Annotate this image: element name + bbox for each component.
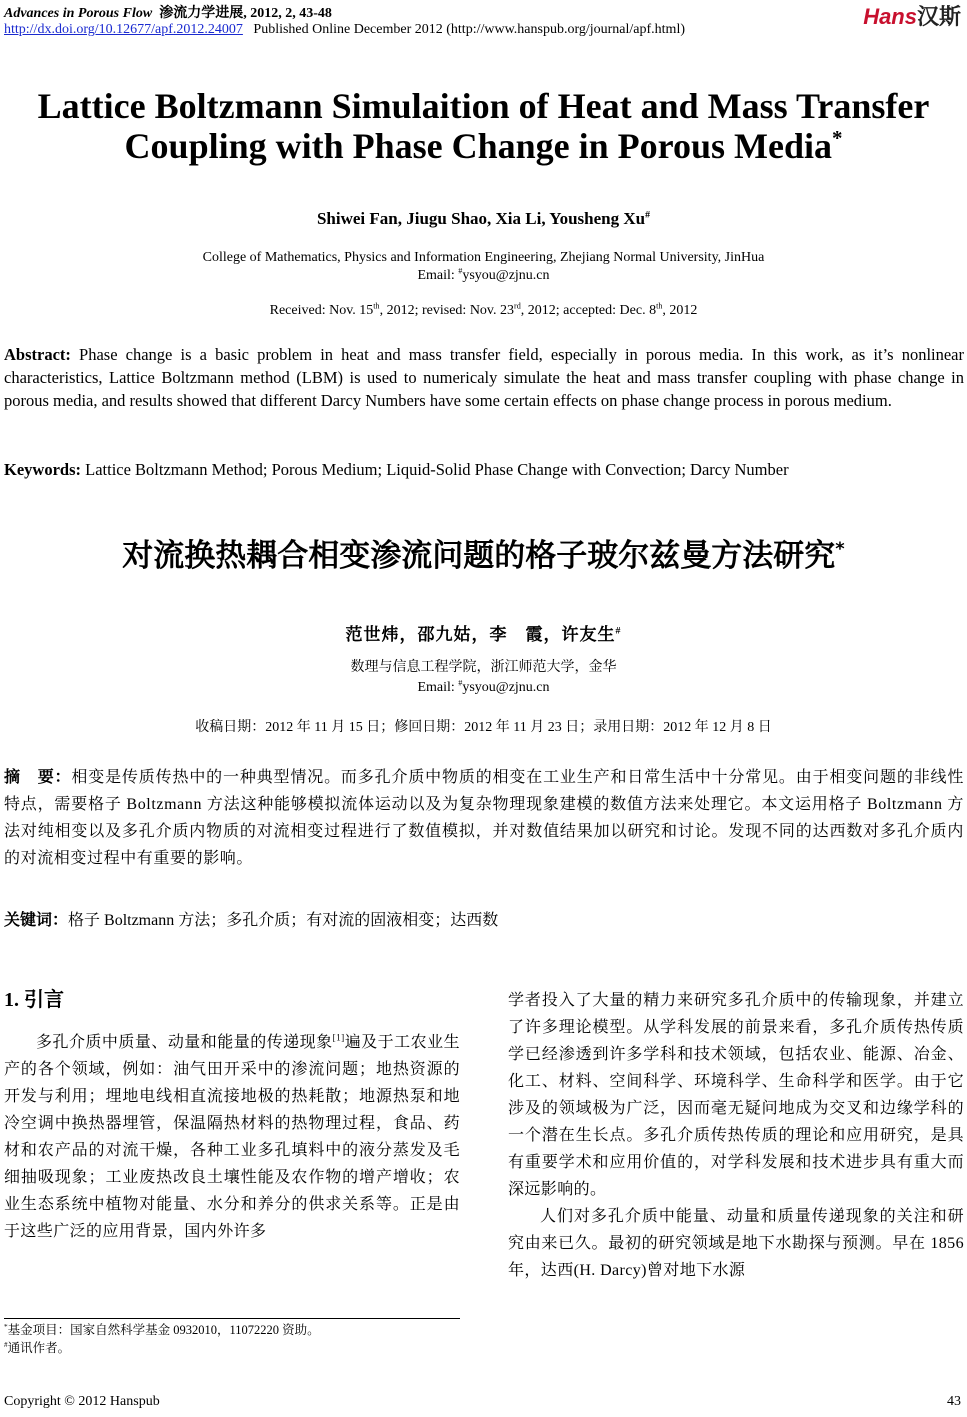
left-column: [4, 1029, 460, 1245]
received-dates-cn: 收稿日期：2012 年 11 月 15 日；修回日期：2012 年 11 月 23 日；录用日期：2012 年 12 月 8 日: [195, 720, 772, 735]
right-paragraph-2: 人们对多孔介质中能量、动量和质量传递现象的关注和研究由来已久。最初的研究领域是地下水勘探与预测。早在 1856 年，达西(H. Darcy)曾对地下水源: [508, 1208, 964, 1279]
keywords-label: Keywords:: [4, 460, 81, 479]
abstract-cn: [4, 763, 964, 872]
received-b-sup: rd: [514, 301, 521, 311]
authors-cn: [0, 620, 967, 645]
received-b: , 2012; revised: Nov. 23: [379, 303, 515, 318]
authors-en-text: Shiwei Fan, Jiugu Shao, Xia Li, Yousheng Xu: [316, 209, 646, 228]
authors-en: [0, 209, 967, 229]
logo-text-en: Hans: [863, 4, 917, 29]
left-paragraph: [4, 1029, 460, 1245]
title-en-text: Lattice Boltzmann Simulaition of Heat and Mass Transfer Coupling with Phase Change in Porous Media: [37, 86, 930, 166]
email-cn-label: Email:: [417, 680, 459, 695]
footnote-corresponding-text: 通讯作者。: [7, 1341, 71, 1355]
footnote-corresponding-mark: #: [4, 1340, 8, 1349]
authors-en-mark: #: [645, 209, 651, 221]
footnotes: [4, 1321, 320, 1357]
abstract-label: Abstract:: [4, 345, 71, 364]
left-para-b: 遍及于工农业生产的各个领域，例如：油气田开采中的渗流问题；地热资源的开发与利用；埋地电线相直流接地极的热耗散；地源热泵和地冷空调中换热器埋管，保温隔热材料的热物理过程，食品、药材和农产品的对流干燥，各种工业多孔填料中的液分蒸发及毛细抽吸现象；工业废热改良土壤性能及农作物的增产增收；农业生态系统中植物对能量、水分和养分的供求关系等。正是由于这些广泛的应用背景，国内外许多: [4, 1034, 460, 1240]
affiliation-cn: 数理与信息工程学院，浙江师范大学，金华: [350, 660, 617, 675]
received-c: , 2012; accepted: Dec. 8: [520, 303, 657, 318]
keywords-text: Lattice Boltzmann Method; Porous Medium; Liquid-Solid Phase Change with Convection; Darcy Number: [81, 460, 789, 479]
email-cn-address[interactable]: ysyou@zjnu.cn: [462, 680, 550, 695]
abstract-cn-label: 摘 要：: [4, 767, 72, 786]
keywords-cn: [4, 907, 498, 930]
affiliation-en-block: [0, 249, 967, 285]
email-cn-mark: #: [458, 678, 463, 688]
hans-logo: [863, 0, 961, 31]
paper-title-en: [0, 86, 967, 166]
received-a: Received: Nov. 15: [269, 303, 374, 318]
keywords-en: [4, 458, 964, 481]
citation-ref-1[interactable]: [1]: [332, 1033, 345, 1044]
affiliation-en: College of Mathematics, Physics and Information Engineering, Zhejiang Normal University, JinHua: [202, 250, 765, 265]
journal-name-en: Advances in Porous Flow: [4, 6, 153, 21]
footnote-funding-text: 基金项目：国家自然科学基金 0932010，11072220 资助。: [7, 1323, 320, 1337]
right-column: [508, 987, 964, 1284]
title-en-mark: *: [832, 126, 843, 150]
footnote-divider: [4, 1318, 460, 1319]
doi-line: [4, 22, 685, 38]
journal-header: [4, 2, 332, 22]
received-c-sup: th: [656, 301, 663, 311]
footnote-funding-mark: *: [4, 1322, 8, 1331]
received-a-sup: th: [373, 301, 380, 311]
keywords-cn-label: 关键词：: [4, 910, 69, 929]
title-cn-mark: *: [835, 538, 845, 560]
abstract-en: [4, 343, 964, 412]
email-cn: [0, 678, 967, 698]
authors-cn-text: 范世炜，邵九姑，李 霞，许友生: [345, 625, 616, 644]
footnote-corresponding: [4, 1339, 320, 1357]
abstract-text: Phase change is a basic problem in heat and mass transfer field, especially in porous media. In this work, as it’s nonlinear characteristics, Lattice Boltzmann method (LBM) is used to numericaly simulate the heat and mass transfer coupling with phase change in porous media, and results showed that different Darcy Numbers have some certain effects on phase change process in porous medium.: [4, 345, 964, 410]
keywords-cn-text: 格子 Boltzmann 方法；多孔介质；有对流的固液相变；达西数: [68, 912, 499, 929]
logo-text-cn: 汉斯: [916, 4, 961, 29]
section-heading-intro: 1. 引言: [4, 989, 64, 1011]
email-en: [0, 267, 967, 285]
published-online: Published Online December 2012 (http://www.hanspub.org/journal/apf.html): [253, 22, 685, 37]
page-number: 43: [947, 1394, 961, 1409]
copyright: Copyright © 2012 Hanspub: [4, 1394, 160, 1409]
doi-link[interactable]: http://dx.doi.org/10.12677/apf.2012.24007: [4, 22, 243, 37]
email-address[interactable]: ysyou@zjnu.cn: [462, 268, 550, 283]
email-mark: #: [458, 266, 463, 276]
received-dates-en: [0, 303, 967, 319]
footnote-funding: [4, 1321, 320, 1339]
affiliation-cn-block: [0, 658, 967, 698]
journal-name-cn: 渗流力学进展: [159, 6, 244, 21]
authors-cn-mark: #: [615, 625, 622, 637]
received-d: , 2012: [662, 303, 698, 318]
volume-info: , 2012, 2, 43-48: [243, 6, 332, 21]
left-para-a: 多孔介质中质量、动量和能量的传递现象: [36, 1034, 333, 1051]
title-cn-text: 对流换热耦合相变渗流问题的格子玻尔兹曼方法研究: [122, 538, 836, 574]
email-label: Email:: [417, 268, 459, 283]
right-paragraph-1: 学者投入了大量的精力来研究多孔介质中的传输现象，并建立了许多理论模型。从学科发展的前景来看，多孔介质传热传质学已经渗透到许多学科和技术领域，包括农业、能源、冶金、化工、材料、空间科学、环境科学、生命科学和医学。由于它涉及的领域极为广泛，因而毫无疑问地成为交叉和边缘学科的一个潜在生长点。多孔介质传热传质的理论和应用研究，是具有重要学术和应用价值的，对学科发展和技术进步具有重大而深远影响的。: [508, 992, 964, 1198]
paper-title-cn: [0, 530, 967, 575]
abstract-cn-text: 相变是传质传热中的一种典型情况。而多孔介质中物质的相变在工业生产和日常生活中十分常见。由于相变问题的非线性特点，需要格子 Boltzmann 方法这种能够模拟流体运动以及为复杂物理现象建模的数值方法来处理它。本文运用格子 Boltzmann 方法对纯相变以及多孔介质内物质的对流相变过程进行了数值模拟，并对数值结果加以研究和讨论。发现不同的达西数对多孔介质内的对流相变过程中有重要的影响。: [4, 769, 964, 867]
